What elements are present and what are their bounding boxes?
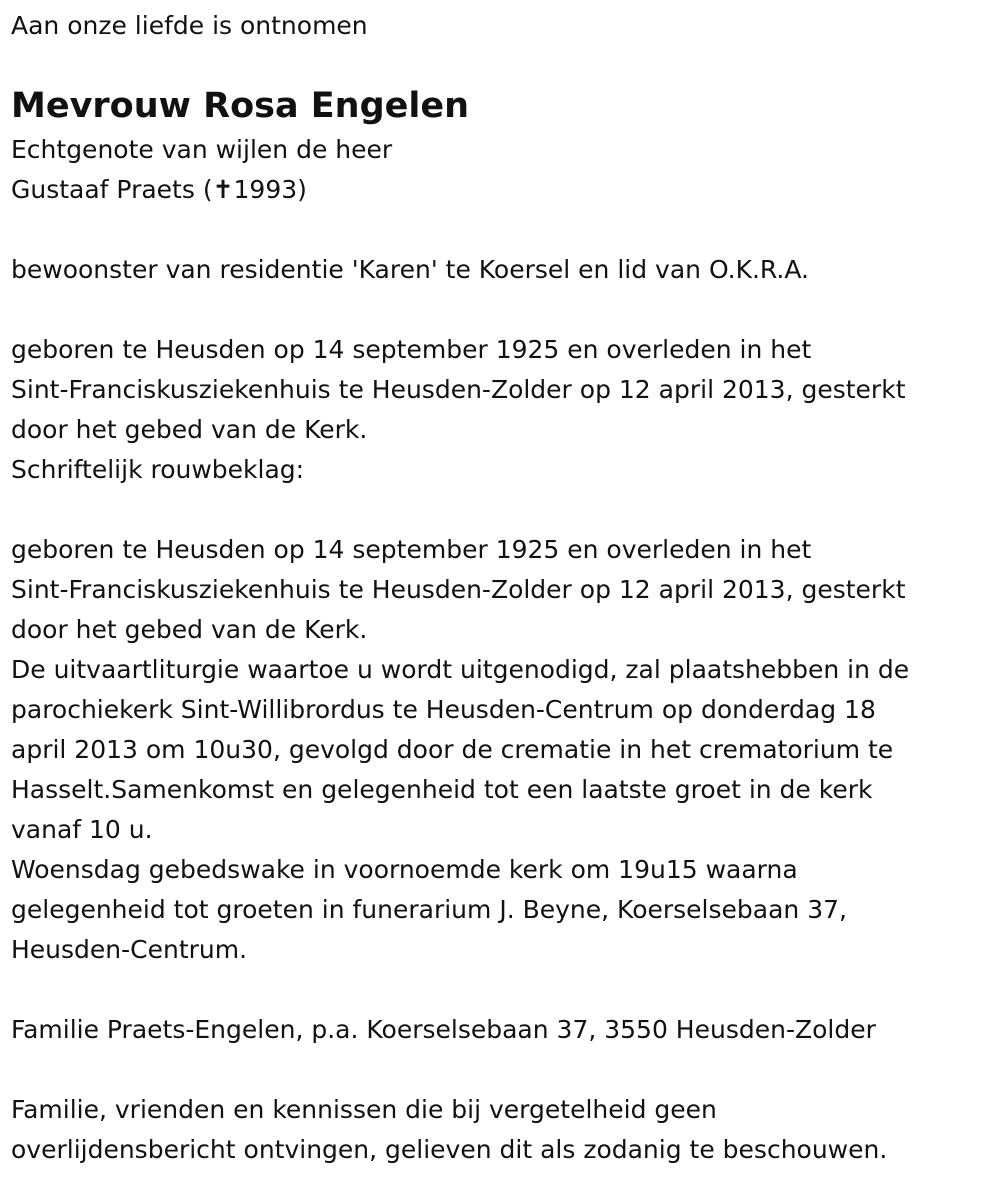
- paragraph-line: Sint-Franciskusziekenhuis te Heusden-Zolder op 12 april 2013, gesterkt: [11, 375, 906, 404]
- paragraph-line: Hasselt.Samenkomst en gelegenheid tot een laatste groet in de kerk: [11, 775, 873, 804]
- spouse-line: Echtgenote van wijlen de heer: [11, 135, 393, 164]
- funeral-details-paragraph: [11, 530, 986, 970]
- family-address: Familie Praets-Engelen, p.a. Koerselsebaan 37, 3550 Heusden-Zolder: [11, 1015, 876, 1044]
- spacer: [11, 290, 986, 330]
- paragraph-line: parochiekerk Sint-Willibrordus te Heusden-Centrum op donderdag 18: [11, 695, 876, 724]
- paragraph-line: geboren te Heusden op 14 september 1925 en overleden in het: [11, 335, 812, 364]
- birth-death-paragraph-1: [11, 330, 986, 490]
- spacer: [11, 490, 986, 530]
- spacer: [11, 970, 986, 1010]
- paragraph-line: april 2013 om 10u30, gevolgd door de crematie in het crematorium te: [11, 735, 894, 764]
- paragraph-line: De uitvaartliturgie waartoe u wordt uitgenodigd, zal plaatshebben in de: [11, 655, 910, 684]
- paragraph-line: Heusden-Centrum.: [11, 935, 248, 964]
- intro-text: Aan onze liefde is ontnomen: [11, 11, 368, 40]
- paragraph-line: overlijdensbericht ontvingen, gelieven dit als zodanig te beschouwen.: [11, 1135, 888, 1164]
- paragraph-line: vanaf 10 u.: [11, 815, 153, 844]
- obituary-notice: [11, 6, 986, 1170]
- paragraph-line: Familie, vrienden en kennissen die bij vergetelheid geen: [11, 1095, 717, 1124]
- paragraph-line: gelegenheid tot groeten in funerarium J. Beyne, Koerselsebaan 37,: [11, 895, 847, 924]
- paragraph-line: Woensdag gebedswake in voornoemde kerk om 19u15 waarna: [11, 855, 798, 884]
- deceased-name: Mevrouw Rosa Engelen: [11, 86, 470, 126]
- paragraph-line: geboren te Heusden op 14 september 1925 en overleden in het: [11, 535, 812, 564]
- paragraph-line: Schriftelijk rouwbeklag:: [11, 455, 305, 484]
- paragraph-line: Sint-Franciskusziekenhuis te Heusden-Zolder op 12 april 2013, gesterkt: [11, 575, 906, 604]
- spouse-line: Gustaaf Praets (✝1993): [11, 175, 307, 204]
- paragraph-line: door het gebed van de Kerk.: [11, 615, 368, 644]
- spouse-paragraph: [11, 130, 986, 210]
- spacer: [11, 1050, 986, 1090]
- residence-text: bewoonster van residentie 'Karen' te Koersel en lid van O.K.R.A.: [11, 255, 809, 284]
- closing-paragraph: [11, 1090, 986, 1170]
- spacer: [11, 210, 986, 250]
- paragraph-line: door het gebed van de Kerk.: [11, 415, 368, 444]
